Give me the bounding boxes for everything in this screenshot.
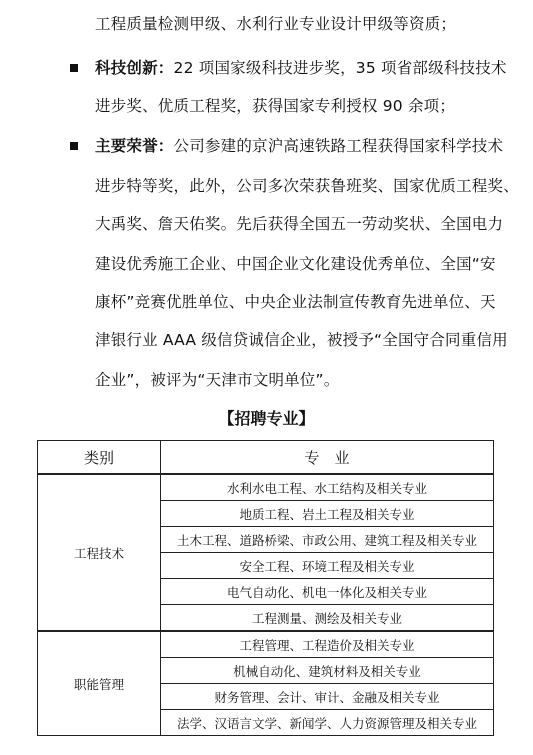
table-header-row (38, 441, 494, 475)
honors-line-1 (95, 136, 503, 156)
honors-line-7: 企业”，被评为“天津市文明单位”。 (95, 371, 340, 389)
table-row (38, 474, 494, 501)
recruitment-table (37, 440, 494, 736)
innovation-text-1: 22 项国家级科技进步奖，35 项省部级科技技术 (173, 59, 507, 77)
honors-line-6: 津银行业 AAA 级信贷诚信企业，被授予“全国守合同重信用 (95, 331, 508, 349)
major-cell: 土木工程、道路桥梁、市政公用、建筑工程及相关专业 (161, 527, 494, 553)
honors-line-2: 进步特等奖，此外，公司多次荣获鲁班奖、国家优质工程奖、 (95, 177, 519, 195)
honors-label: 主要荣誉： (95, 137, 174, 155)
major-cell: 安全工程、环境工程及相关专业 (161, 553, 494, 579)
major-cell: 地质工程、岩土工程及相关专业 (161, 501, 494, 527)
major-cell: 工程管理、工程造价及相关专业 (161, 631, 494, 658)
honors-line-4: 建设优秀施工企业、中国企业文化建设优秀单位、全国“安 (95, 255, 496, 273)
header-major: 专 业 (161, 441, 494, 475)
innovation-line-2: 进步奖、优质工程奖，获得国家专利授权 90 余项； (95, 97, 456, 115)
major-cell: 财务管理、会计、审计、金融及相关专业 (161, 684, 494, 710)
category-cell: 职能管理 (38, 631, 161, 736)
section-title: 【招聘专业】 (218, 409, 315, 428)
major-cell: 法学、汉语言文学、新闻学、人力资源管理及相关专业 (161, 710, 494, 736)
honors-line-3: 大禹奖、詹天佑奖。先后获得全国五一劳动奖状、全国电力 (95, 215, 504, 233)
major-cell: 机械自动化、建筑材料及相关专业 (161, 658, 494, 684)
header-category: 类别 (38, 441, 161, 475)
major-cell: 工程测量、测绘及相关专业 (161, 605, 494, 632)
bullet-square-icon (70, 142, 78, 150)
major-cell: 电气自动化、机电一体化及相关专业 (161, 579, 494, 605)
innovation-line-1 (95, 58, 507, 78)
bullet-square-icon (70, 64, 78, 72)
honors-line-5: 康杯”竞赛优胜单位、中央企业法制宣传教育先进单位、天 (95, 293, 496, 311)
table-row (38, 631, 494, 658)
major-cell: 水利水电工程、水工结构及相关专业 (161, 474, 494, 501)
paragraph-qualification-line: 工程质量检测甲级、水利行业专业设计甲级等资质； (95, 15, 457, 33)
category-cell: 工程技术 (38, 474, 161, 631)
honors-text-1: 公司参建的京沪高速铁路工程获得国家科学技术 (173, 137, 504, 155)
innovation-label: 科技创新： (95, 59, 174, 77)
